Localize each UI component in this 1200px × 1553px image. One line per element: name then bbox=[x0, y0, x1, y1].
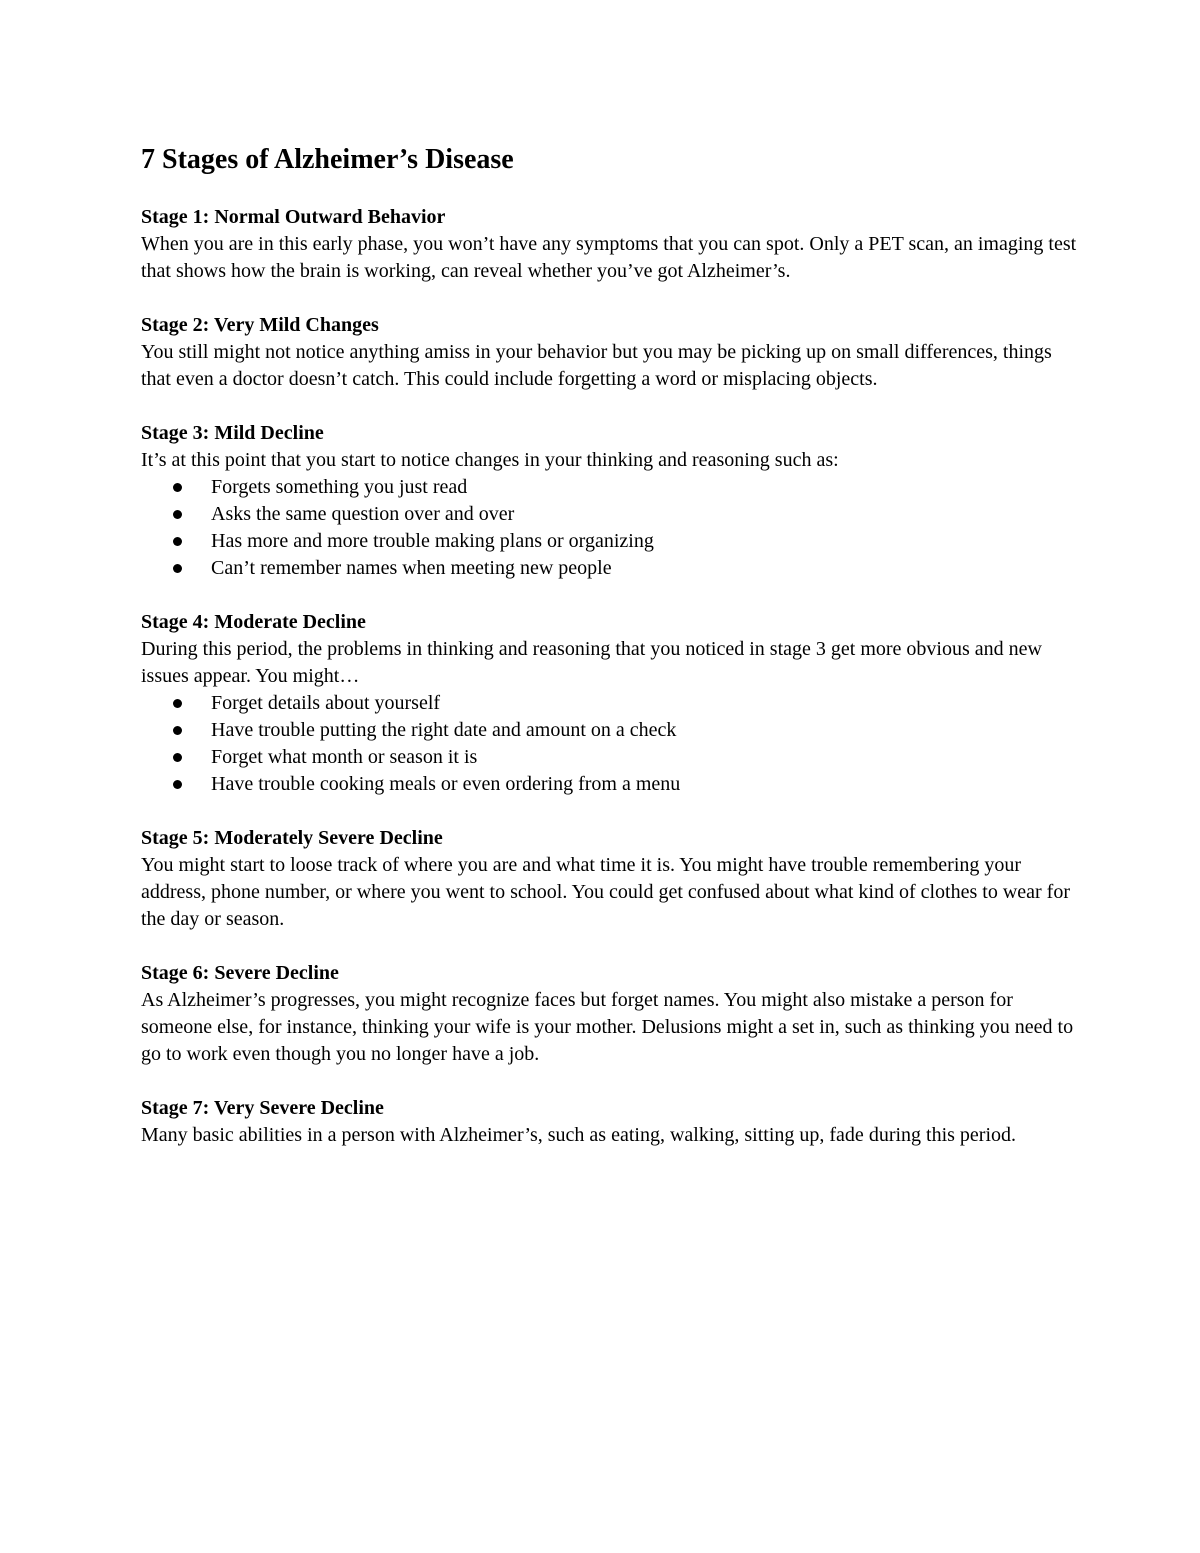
bullet-text: Asks the same question over and over bbox=[211, 503, 515, 525]
stage-3-body: It’s at this point that you start to notice changes in your thinking and reasoning such as: bbox=[141, 449, 839, 471]
stage-4-bullet-list bbox=[141, 690, 1081, 798]
bullet-icon bbox=[173, 699, 182, 708]
bullet-text: Has more and more trouble making plans or organizing bbox=[211, 530, 654, 552]
stage-1-body: When you are in this early phase, you won’t have any symptoms that you can spot. Only a PET scan, an imaging test that shows how the brain is working, can reveal whether you’ve got Alzheimer’s. bbox=[141, 233, 1077, 282]
bullet-item bbox=[211, 717, 1081, 744]
bullet-text: Forget what month or season it is bbox=[211, 746, 478, 768]
stage-4-heading: Stage 4: Moderate Decline bbox=[141, 611, 366, 633]
stage-3-section bbox=[141, 420, 1081, 582]
bullet-item bbox=[211, 744, 1081, 771]
bullet-text: Have trouble putting the right date and amount on a check bbox=[211, 719, 677, 741]
bullet-text: Forget details about yourself bbox=[211, 692, 441, 714]
bullet-text: Forgets something you just read bbox=[211, 476, 468, 498]
bullet-icon bbox=[173, 537, 182, 546]
bullet-icon bbox=[173, 753, 182, 762]
bullet-text: Can’t remember names when meeting new people bbox=[211, 557, 612, 579]
bullet-item bbox=[211, 771, 1081, 798]
bullet-text: Have trouble cooking meals or even ordering from a menu bbox=[211, 773, 681, 795]
stage-7-section bbox=[141, 1095, 1081, 1149]
bullet-icon bbox=[173, 510, 182, 519]
stage-2-heading: Stage 2: Very Mild Changes bbox=[141, 314, 379, 336]
stage-7-body: Many basic abilities in a person with Alzheimer’s, such as eating, walking, sitting up, fade during this period. bbox=[141, 1124, 1017, 1146]
stage-1-heading: Stage 1: Normal Outward Behavior bbox=[141, 206, 446, 228]
stage-2-section bbox=[141, 312, 1081, 393]
document-page bbox=[141, 140, 1081, 1176]
stage-6-heading: Stage 6: Severe Decline bbox=[141, 962, 339, 984]
bullet-item bbox=[211, 690, 1081, 717]
stage-4-section bbox=[141, 609, 1081, 798]
stage-7-heading: Stage 7: Very Severe Decline bbox=[141, 1097, 384, 1119]
stage-5-body: You might start to loose track of where you are and what time it is. You might have trouble remembering your address, phone number, or where you went to school. You could get confused about what kind of clothes to wear for the day or season. bbox=[141, 854, 1070, 930]
stage-3-bullet-list bbox=[141, 474, 1081, 582]
bullet-icon bbox=[173, 780, 182, 789]
stage-5-heading: Stage 5: Moderately Severe Decline bbox=[141, 827, 443, 849]
stage-5-section bbox=[141, 825, 1081, 933]
stage-1-section bbox=[141, 204, 1081, 285]
document-title: 7 Stages of Alzheimer’s Disease bbox=[141, 144, 514, 175]
stage-3-heading: Stage 3: Mild Decline bbox=[141, 422, 324, 444]
stage-2-body: You still might not notice anything amiss in your behavior but you may be picking up on small differences, things that even a doctor doesn’t catch. This could include forgetting a word or misplacing objects. bbox=[141, 341, 1052, 390]
bullet-item bbox=[211, 528, 1081, 555]
bullet-icon bbox=[173, 726, 182, 735]
bullet-item bbox=[211, 555, 1081, 582]
bullet-item bbox=[211, 501, 1081, 528]
stage-4-body: During this period, the problems in thinking and reasoning that you noticed in stage 3 get more obvious and new issues appear. You might… bbox=[141, 638, 1042, 687]
bullet-item bbox=[211, 474, 1081, 501]
stage-6-body: As Alzheimer’s progresses, you might recognize faces but forget names. You might also mistake a person for someone else, for instance, thinking your wife is your mother. Delusions might a set in, such as thinking you need to go to work even though you no longer have a job. bbox=[141, 989, 1074, 1065]
stage-6-section bbox=[141, 960, 1081, 1068]
bullet-icon bbox=[173, 564, 182, 573]
bullet-icon bbox=[173, 483, 182, 492]
